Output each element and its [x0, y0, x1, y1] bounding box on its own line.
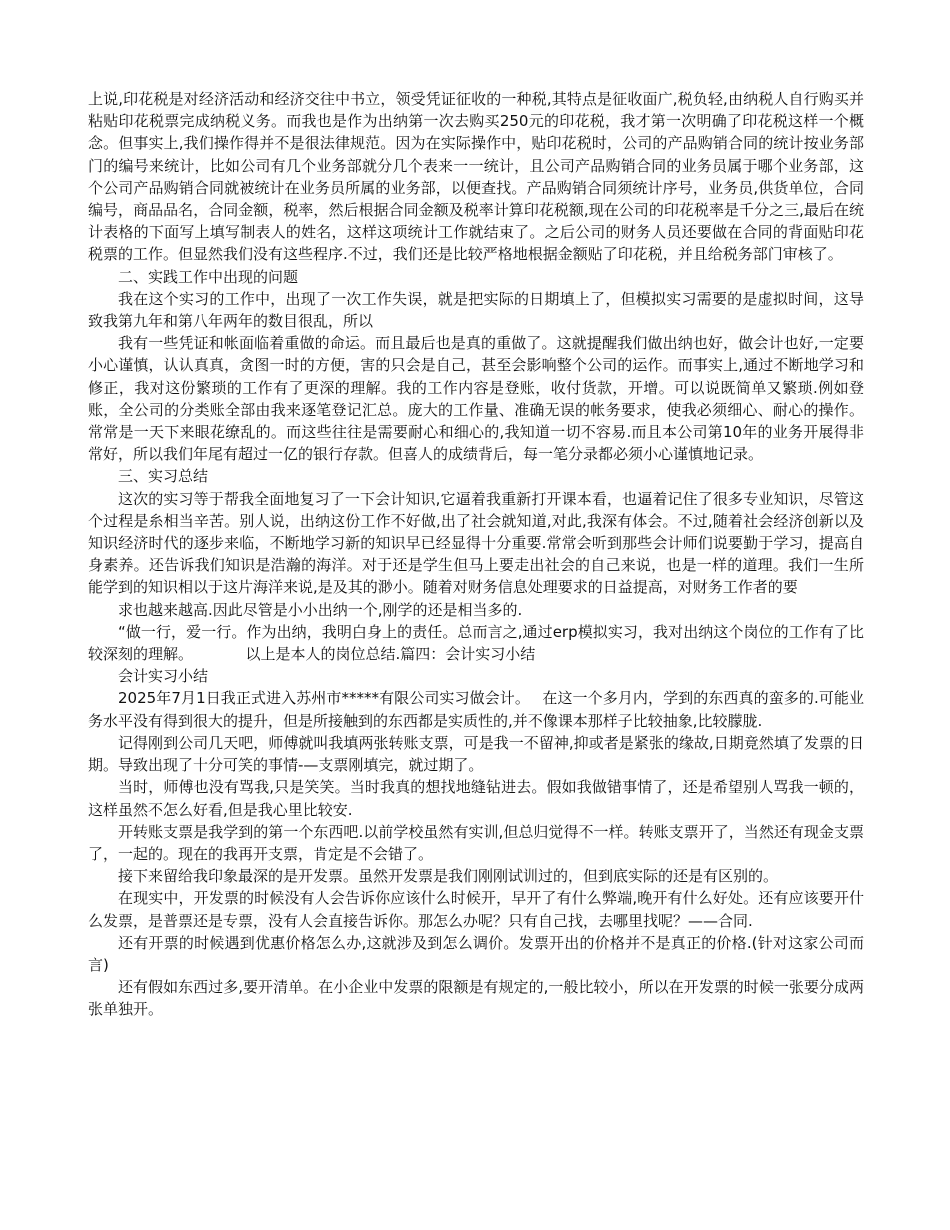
paragraph-invoice-reality: 在现实中，开发票的时候没有人会告诉你应该什么时候开，早开了有什么弊端,晚开有什么好处。还有应该要开什么发票，是普票还是专票，没有人会直接告诉你。那怎么办呢？只有自己找，去哪里找呢？——合同.: [88, 889, 864, 930]
paragraph-invoice-impression: 接下来留给我印象最深的是开发票。虽然开发票是我们刚刚试训过的，但到底实际的还是有区别的。: [118, 867, 779, 886]
paragraph-date-mistake: 我在这个实习的工作中，出现了一次工作失误，就是把实际的日期填上了，但模拟实习需要的是虚拟时间，这导致我第九年和第八年两年的数目很乱，所以: [88, 289, 864, 331]
section-heading-summary: 三、实习总结: [118, 467, 209, 486]
paragraph-transfer-cheque: 记得刚到公司几天吧，师傅就叫我填两张转账支票，可是我一不留神,抑或者是紧张的缘故,日期竟然填了发票的日期。导致出现了十分可笑的事情-—支票刚填完，就过期了。: [88, 733, 864, 775]
paragraph-invoice-list: 还有假如东西过多,要开清单。在小企业中发票的限额是有规定的,一般比较小，所以在开发票的时候一张要分成两张单独开。: [88, 978, 864, 1019]
paragraph-responsibility: “做一行，爱一行。作为出纳，我明白身上的责任。总而言之,通过erp模拟实习，我对出纳这个岗位的工作有了比较深刻的理解。 以上是本人的岗位总结.篇四：会计实习小结: [88, 622, 864, 664]
section-heading-accounting-internship: 会计实习小结: [118, 667, 209, 686]
paragraph-first-skill: 开转账支票是我学到的第一个东西吧.以前学校虽然有实训,但总归觉得不一样。转账支票开了，当然还有现金支票了，一起的。现在的我再开支票，肯定是不会错了。: [88, 822, 864, 863]
paragraph-internship-start: 2025年7月1日我正式进入苏州市*****有限公司实习做会计。 在这一个多月内，学到的东西真的蛮多的.可能业务水平没有得到很大的提升，但是所接触到的东西都是实质性的,并不像课本那样子比较抽象,比较朦胧.: [88, 689, 864, 730]
paragraph-requirements: 求也越来越高.因此尽管是小小出纳一个,刚学的还是相当多的.: [118, 600, 523, 619]
paragraph-review-knowledge: 这次的实习等于帮我全面地复习了一下会计知识,它逼着我重新打开课本看，也逼着记住了很多专业知识，尽管这个过程是糸相当辛苦。别人说，出纳这份工作不好做,出了社会就知道,对此,我深有体会。不过,随着社会经济创新以及知识经济时代的逐步来临，不断地学习新的知识早已经显得十分重要.常常会听到那些会计师们说要勤于学习，提高自身素养。还告诉我们知识是浩瀚的海洋。对于还是学生但马上要走出社会的自己来说，也是一样的道理。我们一生所能学到的知识相以于这片海洋来说,是及其的渺小。随着对财务信息处理要求的日益提高，对财务工作者的要: [88, 489, 864, 597]
section-heading-problems: 二、实践工作中出现的问题: [118, 267, 299, 286]
document-page: [88, 88, 864, 1021]
paragraph-discount-pricing: 还有开票的时候遇到优惠价格怎么办,这就涉及到怎么调价。发票开出的价格并不是真正的价格.(针对这家公司而言): [88, 933, 864, 974]
paragraph-stamp-duty: 上说,印花税是对经济活动和经济交往中书立，领受凭证征收的一种税,其特点是征收面广,税负轻,由纳税人自行购买并粘贴印花税票完成纳税义务。而我也是作为出纳第一次去购买250元的印花税，我才第一次明确了印花税这样一个概念。但事实上,我们操作得并不是很法律规范。因为在实际操作中，贴印花税时，公司的产品购销合同的统计按业务部门的编号来统计，比如公司有几个业务部就分几个表来一一统计，且公司产品购销合同的业务员属于哪个业务部，这个公司产品购销合同就被统计在业务员所属的业务部，以便查找。产品购销合同须统计序号，业务员,供货单位，合同编号，商品品名，合同金额，税率，然后根据合同金额及税率计算印花税额,现在公司的印花税率是千分之三,最后在统计表格的下面写上填写制表人的姓名，这样这项统计工作就结束了。之后公司的财务人员还要做在合同的背面贴印花税票的工作。但显然我们没有这些程序.不过，我们还是比较严格地根据金额贴了印花税，并且给税务部门审核了。: [88, 90, 864, 264]
paragraph-mentor-reaction: 当时，师傅也没有骂我,只是笑笑。当时我真的想找地缝钻进去。假如我做错事情了，还是希望别人骂我一顿的，这样虽然不怎么好看,但是我心里比较安.: [88, 778, 864, 819]
paragraph-redo-lesson: 我有一些凭证和帐面临着重做的命运。而且最后也是真的重做了。这就提醒我们做出纳也好，做会计也好,一定要小心谨慎，认认真真，贪图一时的方便，害的只会是自己，甚至会影响整个公司的运作。而事实上,通过不断地学习和修正，我对这份繁琐的工作有了更深的理解。我的工作内容是登账，收付货款，开增。可以说既简单又繁琐.例如登账，全公司的分类账全部由我来逐笔登记汇总。庞大的工作量、准确无误的帐务要求，使我必须细心、耐心的操作。常常是一天下来眼花缭乱的。而这些往往是需要耐心和细心的,我知道一切不容易.而且本公司第10年的业务开展得非常好，所以我们年尾有超过一亿的银行存款。但喜人的成绩背后，每一笔分录都必须小心谨慎地记录。: [88, 334, 864, 464]
